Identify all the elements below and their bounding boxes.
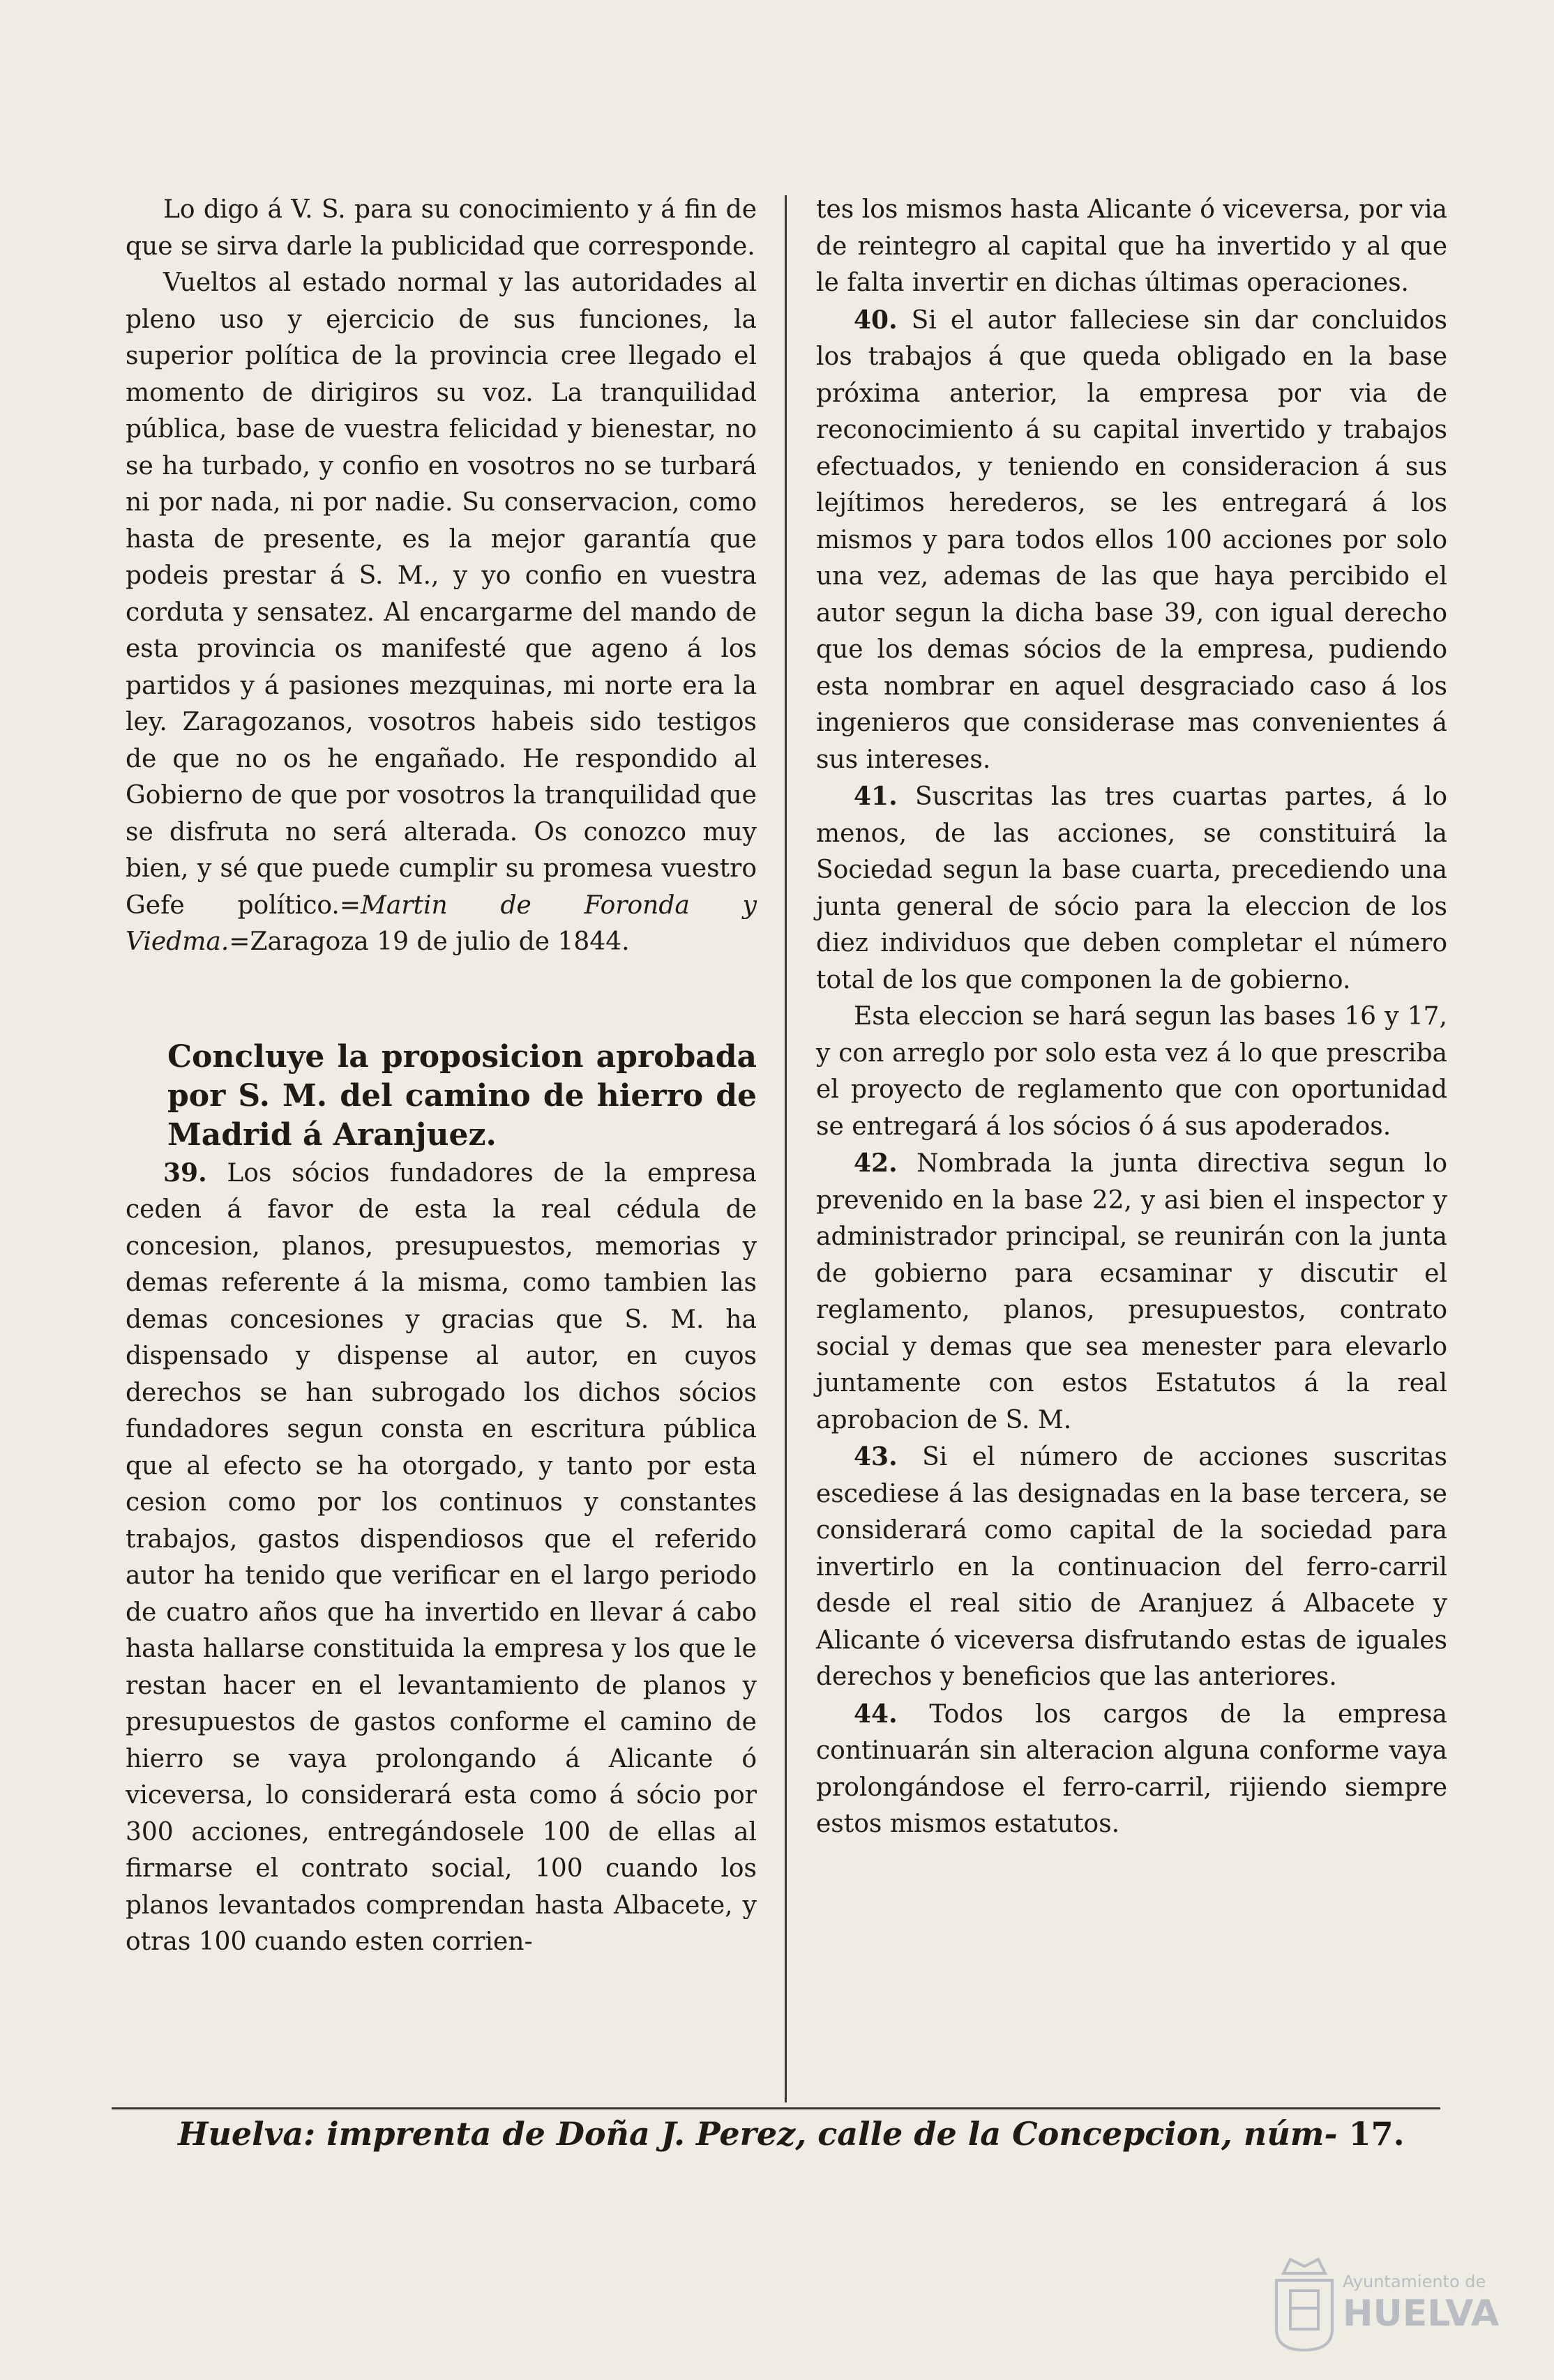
page-number: 17.	[1348, 2115, 1405, 2153]
article-39-text: Los sócios fundadores de la empresa ceden á favor de esta la real cédula de concesion, planos, presupuestos, memorias y demas referente á la misma, como tambien las demas concesiones y gracias que S. M. ha dispensado y dispense al autor, en cuyos derechos se han subrogado los dichos sócios fundadores segun consta en escritura pública que al efecto se ha otorgado, y tanto por esta cesion como por los continuos y constantes trabajos, gastos dispendiosos que el referido autor ha tenido que verificar en el largo periodo de cuatro años que ha invertido en llevar á cabo hasta hallarse constituida la empresa y los que le restan hacer en el levantamiento de planos y presupuestos de gastos conforme el camino de hierro se vaya prolongando á Alicante ó viceversa, lo considerará esta como á sócio por 300 acciones, entregándosele 100 de ellas al firmarse el contrato social, 100 cuando los planos levantados comprendan hasta Albacete, y otras 100 cuando esten corrien-	[126, 1158, 757, 1956]
footer-rule	[112, 2107, 1440, 2109]
article-44-number: 44.	[854, 1699, 898, 1729]
coat-of-arms-icon	[1276, 2259, 1332, 2350]
imprint-text: Huelva: imprenta de Doña J. Perez, calle de la Concepcion, núm-	[178, 2115, 1338, 2153]
proclamation-text: Vueltos al estado normal y las autoridades al pleno uso y ejercicio de sus funciones, la superior política de la provincia cree llegado el momento de dirigiros su voz. La tranquilidad pública, base de vuestra felicidad y bienestar, no se ha turbado, y confio en vosotros no se turbará ni por nada, ni por nadie. Su conservacion, como hasta de presente, es la mejor garantía que podeis prestar á S. M., y yo confio en vuestra corduta y sensatez. Al encargarme del mando de esta provincia os manifesté que ageno á los partidos y á pasiones mezquinas, mi norte era la ley. Zaragozanos, vosotros habeis sido testigos de que no os he engañado. He respondido al Gobierno de que por vosotros la tranquilidad que se disfruta no será alterada. Os conozco muy bien, y sé que puede cumplir su promesa vuestro Gefe político.	[126, 268, 757, 920]
article-41b-text: Esta eleccion se hará segun las bases 16 y 17, y con arreglo por solo esta vez á lo que prescriba el proyecto de reglamento que con oportunidad se entregará á los sócios ó á sus apoderados.	[816, 1002, 1447, 1141]
article-41-number: 41.	[854, 782, 898, 811]
article-44-text: Todos los cargos de la empresa continuarán sin alteracion alguna conforme vaya prolongándose el ferro-carril, rijiendo siempre estos mismos estatutos.	[816, 1699, 1447, 1838]
article-41-text: Suscritas las tres cuartas partes, á lo menos, de las acciones, se constituirá la Sociedad segun la base cuarta, precediendo una junta general de sócio para la eleccion de los diez individuos que deben completar el número total de los que componen la de gobierno.	[816, 782, 1447, 994]
article-42	[816, 1145, 1447, 1439]
article-42-text: Nombrada la junta directiva segun lo prevenido en la base 22, y asi bien el inspector y administrador principal, se reunirán con la junta de gobierno para ecsaminar y discutir el reglamento, planos, presupuestos, contrato social y demas que sea menester para elevarlo juntamente con estos Estatutos á la real aprobacion de S. M.	[816, 1149, 1447, 1434]
article-43-number: 43.	[854, 1442, 898, 1471]
intro-paragraph-1: Lo digo á V. S. para su conocimiento y á fin de que se sirva darle la publicidad que corresponde.	[126, 195, 757, 261]
huelva-watermark	[1262, 2238, 1521, 2357]
article-44	[816, 1696, 1447, 1843]
place-date: =Zaragoza 19 de julio de 1844.	[229, 927, 630, 956]
right-column	[816, 192, 1447, 1843]
article-40	[816, 302, 1447, 779]
signature: =Martin de Foronda y Viedma.	[126, 890, 757, 956]
article-40-number: 40.	[854, 305, 898, 335]
watermark-line2: HUELVA	[1343, 2293, 1500, 2335]
section-heading: Concluye la proposicion aprobada por S. M. del camino de hierro de Madrid á Aranjuez.	[167, 1038, 757, 1153]
left-column	[126, 192, 757, 1961]
imprint-footer	[178, 2113, 1433, 2155]
article-39	[126, 1155, 757, 1961]
article-42-number: 42.	[854, 1149, 898, 1178]
watermark-line1: Ayuntamiento de	[1343, 2272, 1486, 2291]
article-41	[816, 778, 1447, 999]
article-39-number: 39.	[163, 1158, 207, 1188]
article-43-text: Si el número de acciones suscritas escediese á las designadas en la base tercera, se considerará como capital de la sociedad para invertirlo en la continuacion del ferro-carril desde el real sitio de Aranjuez á Albacete y Alicante ó viceversa disfrutando estas de iguales derechos y beneficios que las anteriores.	[816, 1443, 1447, 1691]
governor-proclamation	[126, 265, 757, 961]
article-43	[816, 1439, 1447, 1696]
column-divider	[785, 195, 787, 2102]
article-39-continuation: tes los mismos hasta Alicante ó viceversa, por via de reintegro al capital que ha invertido y al que le falta invertir en dichas últimas operaciones.	[816, 195, 1447, 297]
article-40-text: Si el autor falleciese sin dar concluidos los trabajos á que queda obligado en la base próxima anterior, la empresa por via de reconocimiento á su capital invertido y trabajos efectuados, y teniendo en consideracion á sus lejítimos herederos, se les entregará á los mismos y para todos ellos 100 acciones por solo una vez, ademas de las que haya percibido el autor segun la dicha base 39, con igual derecho que los demas sócios de la empresa, pudiendo esta nombrar en aquel desgraciado caso á los ingenieros que considerase mas convenientes á sus intereses.	[816, 305, 1447, 774]
article-41-continuation	[816, 999, 1447, 1145]
